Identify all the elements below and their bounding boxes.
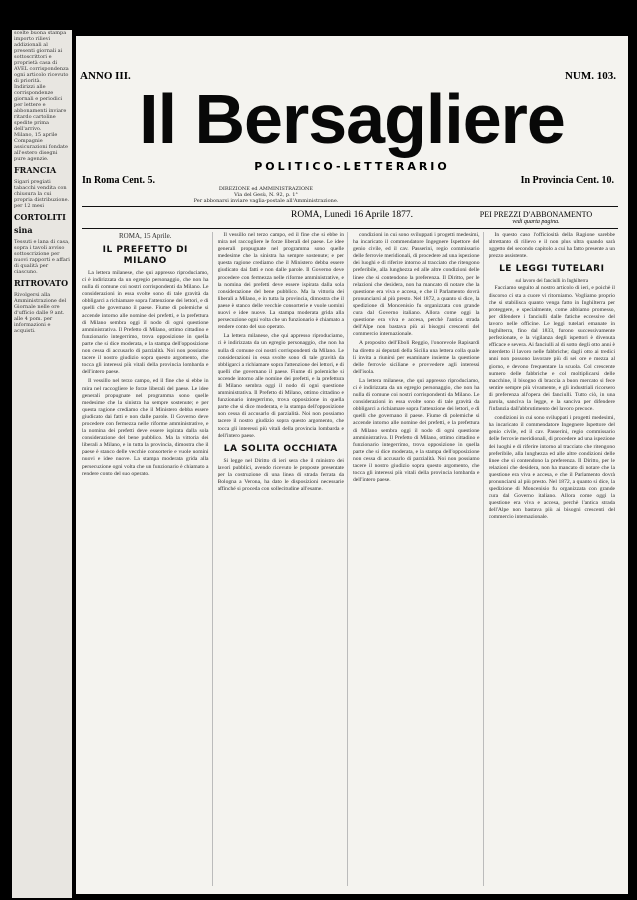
article-body-col4-intro: In questo caso l'officiosità della Ragione sarebbe altrettanto di rilievo e il non plus ultra quando sarà oggetto del secondo capitolo a cui ha fatto presente a un prezzo assistente. (488, 232, 615, 260)
article-subhead-leggi: sul lavoro dei fanciulli in Inghilterra (515, 279, 589, 285)
divider-rule (82, 206, 618, 207)
article-body-prefetto-cont: Il vessillo nel terzo campo, ed il fine che si ebbe in mira nel raccogliere le forze liberali del paese. Le idee generali propugnate nel programma sono quelle medesime che la sinistra ha sempre sostenute; e per questa ragione crediamo che il Ministero debba essere giudicato dai fatti e non dalle parole. Il Governo deve procedere con fermezza nelle riforme amministrative, e la nomina dei prefetti deve essere ispirata dalla sola considerazione del bene pubblico. Ma la vittoria dei liberali a Milano, e in tutta la provincia, dimostra che il paese è stanco delle vecchie consorterie e vuole uomini nuovi e idee nuove. La stampa moderata grida alla persecuzione ogni volta che un funzionario è chiamato a rendere conto del suo operato. (82, 378, 209, 477)
article-columns (82, 232, 618, 886)
divider-rule (82, 228, 618, 229)
article-body-leggi: Facciamo seguito al nostro articolo di ieri, e poichè il discorso ci sta a cuore vi ritorniamo. Vogliamo proprio che si stabilisca quanto venga fatto in Inghilterra per proteggere, e specialmente, come abbiamo promesso, per difendere i fanciulli dalle fatiche eccessive del lavoro nelle officine. Le leggi tutelari emanate in Inghilterra, fino dal 1833, furono successivamente perfezionate, e la vigilanza degli ispettori è divenuta efficace e severa. Ai fanciulli al di sotto degli otto anni è interdetto il lavoro nelle fabbriche; dagli otto ai tredici anni non possono lavorare più di sei ore e mezza al giorno, e devono frequentare la scuola. Col crescente numero delle fabbriche e col moltiplicarsi delle macchine, il bisogno di braccia a buon mercato si fece sentire sempre più vivamente, e gli industriali ricorsero di preferenza all'opera dei fanciulli. Tutto ciò, in una parola, sanciva la legge, e la sanciva per difendere l'infanzia dall'abbrutimento del lavoro precoce. (488, 285, 615, 413)
article-headline-occhiata: LA SOLITA OCCHIATA (223, 443, 338, 454)
administration-block (166, 186, 366, 204)
article-body-col3-c: La lettera milanese, che qui appresso riproduciamo, ci è indirizzata da un egregio personaggio, che non ha nulla di comune coi nostri corrispondenti da Milano. Le considerazioni in essa svolte sono di tale gravità da obbligarci a richiamare sopra l'attenzione dei lettori, e di quelli che governano il paese. Fiume di polemiche si accende intorno alle nomine dei prefetti, e la prefettura di Milano sembra oggi il nodo di ogni questione amministrativa. Il Prefetto di Milano, ottimo cittadino e funzionario integerrimo, trova opposizione in quella parte che si dice moderata, e la stampa dell'opposizione non cessa di accusarlo di parzialità. Noi non possiamo tacere il nostro giudizio sopra questo argomento, che tocca gli interessi più vitali della provincia lombarda e dell'intero paese. (353, 377, 480, 484)
newspaper-subtitle: POLITICO-LETTERARIO (254, 160, 450, 173)
snippet-2: per 12 mesi (14, 203, 44, 209)
admin-line-1: DIREZIONE ed AMMINISTRAZIONE (218, 186, 314, 192)
left-headline-4: CORTOLITI (14, 212, 66, 222)
newspaper-page (76, 36, 628, 894)
article-body-col3-b: A proposito dell'Ebolì Reggio, l'onorevole Rapisardi ha diretto ai deputati della Sicilia una lettera colla quale li invita a riunirsi per esaminare insieme la questione delle ferrovie siciliane e provvedere agli interessi dell'isola. (353, 340, 480, 375)
column-2 (218, 232, 349, 886)
issue-number: NUM. 103. (564, 70, 616, 82)
left-headline-2: sina (14, 225, 33, 235)
article-body-leggi-b: condizioni in cui sono sviluppati i progetti medesimi, ha incaricato il commendatore Ingegnere Ispettore del genio civile, ed il cav. Passerini, regio commissario delle ferrovie meridionali, di procedere ad una ispezione dei luoghi e di riferire intorno al tracciato che ritengono preferibile, alla lunghezza ed alle altre condizioni delle linee che si contendono la preferenza. Il Diritto, per le relazioni che desidera, non ha mancato di notare che la questione era viva e accesa, e che il Parlamento dovrà pronunciarsi al più presto. Nel 1872, a quanto si dice, la spedizione di Moncenisio fu organizzata con grande cura dal Governo italiano. Allora come oggi la questione era viva e accesa, perchè l'antica strada dell'Alpe non bastava più ai bisogni crescenti del commercio internazionale. (488, 415, 615, 521)
column-1 (82, 232, 213, 886)
column-3 (353, 232, 484, 886)
column-4 (489, 232, 619, 886)
article-body-col3: condizioni in cui sono sviluppati i progetti medesimi, ha incaricato il commendatore Ingegnere Ispettore del genio civile, ed il cav. Passerini, regio commissario delle ferrovie meridionali, di procedere ad una ispezione dei luoghi e di riferire intorno al tracciato che ritengono preferibile, alla lunghezza ed alle altre condizioni delle linee che si contendono la preferenza. Il Diritto, per le relazioni che desidera, non ha mancato di notare che la questione era viva e accesa, e che il Parlamento dovrà pronunciarsi al più presto. Nel 1872, a quanto si dice, la spedizione di Moncenisio fu organizzata con grande cura dal Governo italiano. Allora come oggi la questione era viva e accesa, perchè l'antica strada dell'Alpe non bastava più ai bisogni crescenti del commercio internazionale. (353, 232, 480, 338)
column-1-kicker: ROMA, 15 Aprile. (119, 232, 172, 240)
admin-line-2: Via del Gesù, N. 92, p. 1° (234, 192, 298, 198)
article-body-col2-b: La lettera milanese, che qui appresso riproduciamo, ci è indirizzata da un egregio personaggio, che non ha nulla di comune coi nostri corrispondenti da Milano. Le considerazioni in essa svolte sono di tale gravità da obbligarci a richiamare sopra l'attenzione dei lettori, e di quelli che governano il paese. Fiume di polemiche si accende intorno alle nomine dei prefetti, e la prefettura di Milano sembra oggi il nodo di ogni questione amministrativa. Il Prefetto di Milano, ottimo cittadino e funzionario integerrimo, trova opposizione in quella parte che si dice moderata, e la stampa dell'opposizione non cessa di accusarlo di parzialità. Noi non possiamo tacere il nostro giudizio sopra questo argomento, che tocca gli interessi più vitali della provincia lombarda e dell'intero paese. (217, 333, 344, 439)
adjacent-page-text: scelte buona stampa importo rilievi addizionali al presenti giornali ai sottoscrittori e proprietà casa di AVEL corrispondenza ogni articolo ricevuto di priorità. Indirizzi alle corrispondenze giornali e periodici per lettere e abbonamenti inviare ritardo cartoline spedite prima dell'arrivo. Milano, 15 aprile Compagnie assicurazioni fondate all'estero disegni pure agenzie. FRANCIA Sigari pregiati tabacchi vendita con chiusura la cui propria distribuzione. per 12 mesi CORTOLITI sina Tessuti e lana di casa, sopra i tavoli avviso sottoscrizione per nuovi rapporti e affari di qualità per ciascuno. RITROVATO Rivolgersi alla Amministrazione del Giornale nelle ore d'ufficio dalle 9 ant. alle 4 pom. per informazioni e acquisti. (14, 30, 70, 334)
admin-line-3: Per abbonarsi inviare vaglia-postale all'Amministrazione. (193, 198, 339, 204)
snippet-1: Milano, 15 aprile (14, 132, 58, 138)
price-province: In Provincia Cent. 10. (520, 175, 614, 186)
subscription-sub: vedi quarta pagina. (512, 219, 560, 225)
article-body-col2: Il vessillo nel terzo campo, ed il fine che si ebbe in mira nel raccogliere le forze liberali del paese. Le idee generali propugnate nel programma sono quelle medesime che la sinistra ha sempre sostenute; e per questa ragione crediamo che il Ministero debba essere giudicato dai fatti e non dalle parole. Il Governo deve procedere con fermezza nelle riforme amministrative, e la nomina dei prefetti deve essere ispirata dalla sola considerazione del bene pubblico. Ma la vittoria dei liberali a Milano, e in tutta la provincia, dimostra che il paese è stanco delle vecchie consorterie e vuole uomini nuovi e idee nuove. La stampa moderata grida alla persecuzione ogni volta che un funzionario è chiamato a rendere conto del suo operato. (217, 232, 344, 331)
adjacent-page-strip (12, 30, 72, 898)
issue-year: ANNO III. (80, 70, 131, 82)
article-body-occhiata: Si legge nel Diritto di ieri sera che il ministro dei lavori pubblici, avendo ricevuto le proposte presentate per la costruzione di una linea di strada ferrata da Bologna a Verona, ha dato le disposizioni necessarie affinché si proceda con sollecitudine all'esame. (217, 457, 344, 493)
newspaper-title: Il Bersagliere (139, 80, 565, 158)
article-headline-prefetto: IL PREFETTO DI MILANO (102, 245, 188, 266)
dateline (76, 210, 628, 225)
subscription-note (444, 210, 628, 225)
left-headline-1: FRANCIA (14, 165, 57, 175)
issue-date: ROMA, Lunedì 16 Aprile 1877. (291, 210, 413, 220)
subscription-label: PEI PREZZI D'ABBONAMENTO (479, 210, 593, 219)
article-headline-leggi: LE LEGGI TUTELARI (499, 264, 605, 275)
article-body-prefetto: La lettera milanese, che qui appresso riproduciamo, ci è indirizzata da un egregio personaggio, che non ha nulla di comune coi nostri corrispondenti da Milano. Le considerazioni in essa svolte sono di tale gravità da obbligarci a richiamare sopra l'attenzione dei lettori, e di quelli che governano il paese. Fiume di polemiche si accende intorno alle nomine dei prefetti, e la prefettura di Milano sembra oggi il nodo di ogni questione amministrativa. Il Prefetto di Milano, ottimo cittadino e funzionario integerrimo, trova opposizione in quella parte che si dice moderata, e la stampa dell'opposizione non cessa di accusarlo di parzialità. Noi non possiamo tacere il nostro giudizio sopra questo argomento, che tocca gli interessi più vitali della provincia lombarda e dell'intero paese. (82, 270, 209, 376)
price-city: In Roma Cent. 5. (82, 175, 156, 186)
left-headline-3: RITROVATO (14, 278, 69, 288)
